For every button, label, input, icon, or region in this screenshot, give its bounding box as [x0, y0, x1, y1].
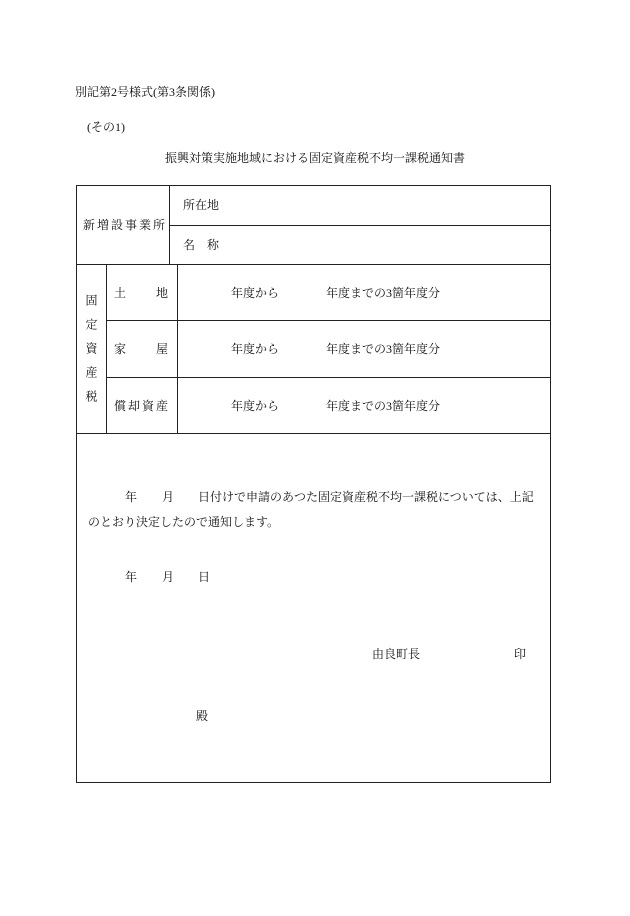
section-divider-office-tax	[76, 264, 550, 265]
issue-month: 月	[162, 570, 175, 584]
form-table	[76, 185, 551, 783]
tax-label: 固定資産税	[84, 294, 98, 414]
notice-body-line1: 日付けで申請のあつた固定資産税不均一課税については、上記	[198, 490, 534, 504]
issuer-name: 由良町長	[372, 647, 421, 661]
tax-row-house-to: 年度までの3箇年度分	[326, 342, 441, 356]
application-month: 月	[162, 490, 175, 504]
tax-row-house-from: 年度から	[231, 342, 280, 356]
tax-row-depreciable-from: 年度から	[231, 399, 280, 413]
tax-row-divider-2	[106, 377, 550, 378]
document-title: 振興対策実施地域における固定資産税不均一課税通知書	[165, 151, 466, 165]
tax-row-divider-1	[106, 320, 550, 321]
tax-row-land-label: 土 地	[114, 286, 171, 300]
office-divider-horizontal	[169, 225, 550, 226]
tax-row-depreciable-to: 年度までの3箇年度分	[326, 399, 441, 413]
section-divider-tax-notice	[76, 433, 550, 434]
office-address-label: 所在地	[183, 198, 220, 212]
recipient-suffix: 殿	[196, 709, 209, 723]
office-label: 新増設事業所	[83, 218, 168, 232]
tax-row-land-from: 年度から	[231, 286, 280, 300]
tax-item-divider	[177, 264, 178, 433]
form-number: 別記第2号様式(第3条関係)	[75, 85, 215, 99]
application-year: 年	[125, 490, 138, 504]
tax-row-land-to: 年度までの3箇年度分	[326, 286, 441, 300]
seal-mark: 印	[514, 647, 527, 661]
notice-body-line2: のとおり決定したので通知します。	[88, 515, 280, 529]
issue-day: 日	[198, 570, 211, 584]
tax-label-divider	[106, 264, 107, 433]
form-sub-number: (その1)	[87, 120, 125, 134]
tax-row-depreciable-label: 償却資産	[114, 399, 171, 413]
issue-year: 年	[125, 570, 138, 584]
tax-row-house-label: 家 屋	[114, 342, 171, 356]
office-name-label: 名 称	[183, 238, 220, 252]
